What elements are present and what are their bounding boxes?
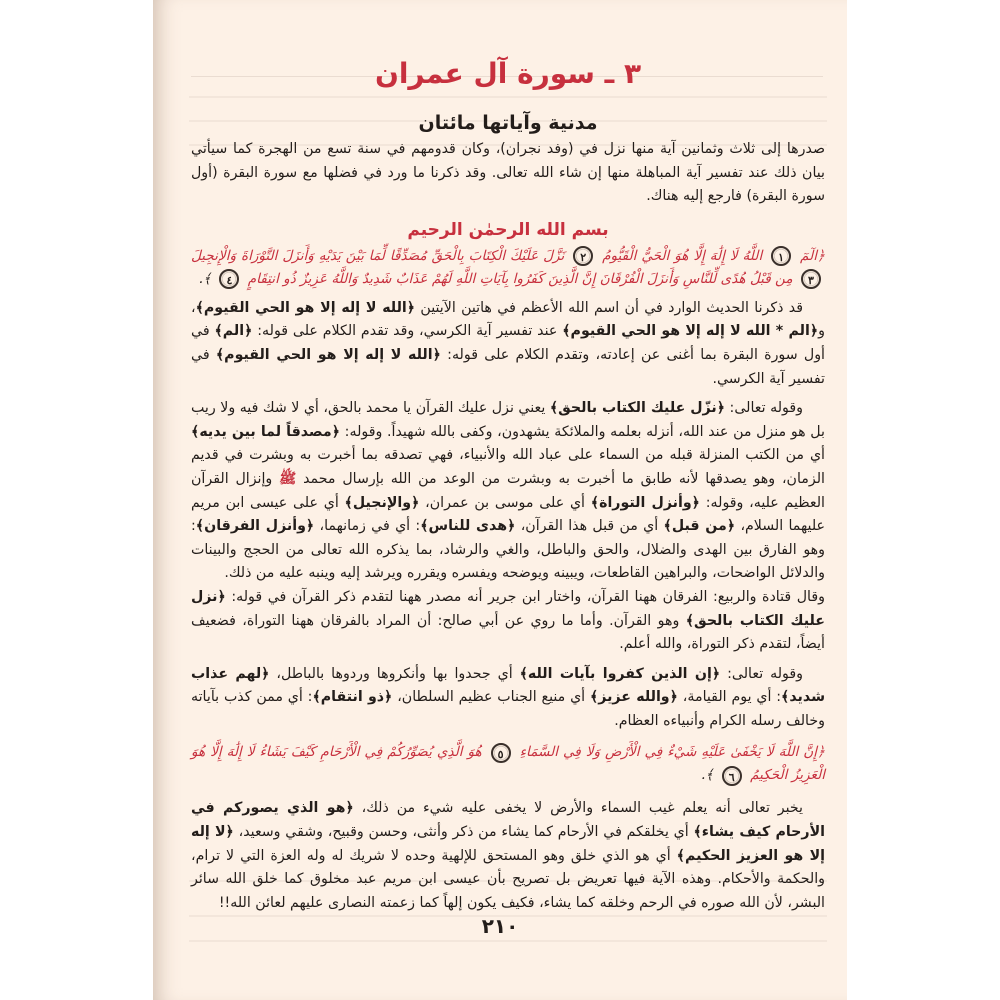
verse-2: اللَّهُ لَا إِلَٰهَ إِلَّا هُوَ الْحَيُّ الْقَيُّومُ	[602, 247, 763, 264]
book-page	[153, 0, 847, 1000]
quran-quote: ﴿وأنزل الفرقان﴾	[195, 518, 315, 535]
ayah-number-marker-icon: ٥	[491, 743, 511, 763]
quran-quote: ﴿والله عزيز﴾	[589, 689, 678, 706]
quran-quote: ﴿إن الذين كفروا بآيات الله﴾	[519, 665, 721, 682]
quran-quote: ﴿نزّل عليك الكتاب بالحق﴾	[549, 400, 726, 417]
quran-quote: ﴿هو الذي يصوركم في الأرحام كيف يشاء﴾	[191, 800, 825, 841]
verse-close: ﴾.	[198, 270, 212, 287]
ayah-number-marker-icon: ١	[771, 246, 791, 266]
text: وإنزال القرآن العظيم عليه، وقوله:	[191, 470, 825, 511]
quran-quote: ﴿نزل عليك الكتاب بالحق﴾	[191, 588, 825, 629]
commentary-paragraph-4	[191, 663, 825, 734]
text: في أول سورة البقرة بما أغنى عن إعادته، وتقدم الكلام على قوله:	[191, 323, 825, 363]
quran-quote: ﴿وأنزل التوراة﴾	[590, 494, 700, 511]
quran-quote: ﴿هدى للناس﴾	[420, 518, 516, 535]
quran-quote: ﴿من قبل﴾	[663, 518, 736, 535]
text: عند تفسير آية الكرسي، وقد تقدم الكلام على قوله:	[252, 323, 563, 340]
text: أي من الكتب المنزلة قبله من السماء على عباد الله والأنبياء، فهي تصدقه بما أخبرت به وبشرت في قديم الزمان، وهو يصدقها لأنه طابق ما أخبرت به وبشرت من الوعد من الله بإرسال محمد	[191, 447, 825, 487]
verse-close: ﴾.	[701, 767, 714, 784]
verse-open: ﴿الٓمٓ	[800, 247, 825, 264]
commentary-paragraph-3	[191, 586, 825, 657]
text: أي يخلقكم في الأرحام كما يشاء من ذكر وأنثى، وحسن وقبيح، وشقي وسعيد،	[233, 824, 694, 841]
quran-quote: ﴿الله لا إله إلا هو الحي القيوم﴾	[195, 299, 416, 316]
text: يعني نزل عليك القرآن يا محمد بالحق، أي لا شك فيه ولا ريب بل هو منزل من عند الله، أنزله بعلمه والملائكة يشهدون، وكفى بالله شهيداً. وقوله:	[191, 400, 825, 440]
quran-verses-5-6	[191, 741, 825, 787]
quran-quote: ﴿مصدقاً لما بين يديه﴾	[191, 423, 341, 440]
text: ، و	[191, 299, 825, 340]
quran-quote: ﴿ذو انتقام﴾	[312, 689, 393, 706]
verse-3: نَزَّلَ عَلَيْكَ الْكِتَابَ بِالْحَقِّ مُصَدِّقًا لِّمَا بَيْنَ يَدَيْهِ وَأَنزَلَ التَّوْرَاةَ وَالْإِنجِيلَ	[191, 247, 565, 264]
page-number: ٢١٠	[481, 914, 519, 938]
verse-4: مِن قَبْلُ هُدًى لِّلنَّاسِ وَأَنزَلَ الْفُرْقَانَ إِنَّ الَّذِينَ كَفَرُوا بِآيَاتِ اللَّهِ لَهُمْ عَذَابٌ شَدِيدٌ وَاللَّهُ عَزِيزٌ ذُو انتِقَامٍ	[247, 270, 793, 287]
text: وقال قتادة والربيع: الفرقان ههنا القرآن، واختار ابن جرير أنه مصدر ههنا لتقدم ذكر القرآن في قوله:	[225, 588, 825, 605]
text: أي جحدوا بها وأنكروها وردوها بالباطل،	[269, 665, 520, 682]
text: أي هو الذي خلق وهو المستحق للإلهية وحده لا شريك له وله العزة التي لا ترام، والحكمة والأحكام. وهذه الآية فيها تعريض بل تصريح بأن عيسى ابن مريم عبد مخلوق كما خلق الله سائر البشر، لأن الله صوره في الرحم وخلقه كما يشاء، فكيف يكون إلهاً كما زعمته النصارى عليهم لعائن الله!!	[191, 847, 825, 911]
quran-quote: ﴿الله لا إله إلا هو الحي القيوم﴾	[215, 346, 441, 363]
commentary-paragraph-5	[191, 797, 825, 915]
text: وقوله تعالى:	[725, 400, 803, 417]
ayah-number-marker-icon: ٦	[722, 766, 742, 786]
text: وقوله تعالى:	[720, 665, 803, 682]
surah-title: ٣ ـ سورة آل عمران	[374, 57, 642, 90]
ayah-number-marker-icon: ٤	[219, 269, 239, 289]
quran-quote: ﴿الم﴾	[214, 323, 253, 340]
verse-5: ﴿إِنَّ اللَّهَ لَا يَخْفَىٰ عَلَيْهِ شَيْءٌ فِي الْأَرْضِ وَلَا فِي السَّمَاءِ	[519, 744, 825, 761]
verse-6: هُوَ الَّذِي يُصَوِّرُكُمْ فِي الْأَرْحَامِ كَيْفَ يَشَاءُ لَا إِلَٰهَ إِلَّا هُوَ الْعَزِيزُ الْحَكِيمُ	[191, 744, 825, 784]
commentary-paragraph-2	[191, 397, 825, 586]
quran-quote: ﴿لا إله إلا هو العزيز الحكيم﴾	[191, 824, 825, 864]
text: قد ذكرنا الحديث الوارد في أن اسم الله الأعظم في هاتين الآيتين	[415, 299, 803, 316]
quran-quote: ﴿لهم عذاب شديد﴾	[191, 665, 826, 706]
text: أي منيع الجناب عظيم السلطان،	[392, 689, 590, 706]
page-content	[191, 52, 825, 1000]
quran-verses-1-4	[191, 245, 825, 291]
text: يخبر تعالى أنه يعلم غيب السماء والأرض لا يخفى عليه شيء من ذلك،	[353, 800, 803, 817]
quran-quote: ﴿الم * الله لا إله إلا هو الحي القيوم﴾	[562, 323, 819, 340]
bismillah-heading: بسم الله الرحمٰن الرحيم	[407, 219, 609, 240]
quran-quote: ﴿والإنجيل﴾	[344, 494, 420, 511]
text: أي على موسى بن عمران،	[419, 494, 591, 511]
commentary-paragraph-1	[191, 297, 825, 391]
text: : وهو الفارق بين الهدى والضلال، والحق والباطل، والغي والرشاد، بما يذكره الله تعالى من الحجج والبينات والدلائل الواضحات، والبراهين القاطعات، ويبينه ويوضحه ويفسره ويقرره ويرشد إليه وينبه عليه من ذلك.	[191, 518, 825, 582]
text: أي من قبل هذا القرآن،	[515, 518, 664, 535]
surah-subtitle: مدنية وآياتها مائتان	[418, 112, 598, 134]
text: : أي ممن كذب بآياته وخالف رسله الكرام وأنبياءه العظام.	[191, 689, 825, 729]
salawat-symbol-icon: ﷺ	[279, 470, 297, 487]
intro-paragraph: صدرها إلى ثلاث وثمانين آية منها نزل في (وفد نجران)، وكان قدومهم في سنة تسع من الهجرة كما سيأتي بيان ذلك عند تفسير آية المباهلة منها إن شاء الله تعالى. وقد ذكرنا ما ورد في فضلها مع سورة البقرة (أول سورة البقرة) فارجع إليه هناك.	[191, 141, 825, 205]
text: وهو القرآن. وأما ما روي عن أبي صالح: أن المراد بالفرقان ههنا التوراة، فضعيف أيضاً، لتقدم ذكر التوراة، والله أعلم.	[191, 612, 825, 653]
text: في تفسير آية الكرسي.	[191, 346, 825, 387]
text: : أي في زمانهما،	[314, 518, 421, 535]
text: أي على عيسى ابن مريم عليهما السلام،	[191, 494, 825, 535]
text: : أي يوم القيامة،	[677, 689, 782, 706]
ayah-number-marker-icon: ٢	[573, 246, 593, 266]
ayah-number-marker-icon: ٣	[801, 269, 821, 289]
